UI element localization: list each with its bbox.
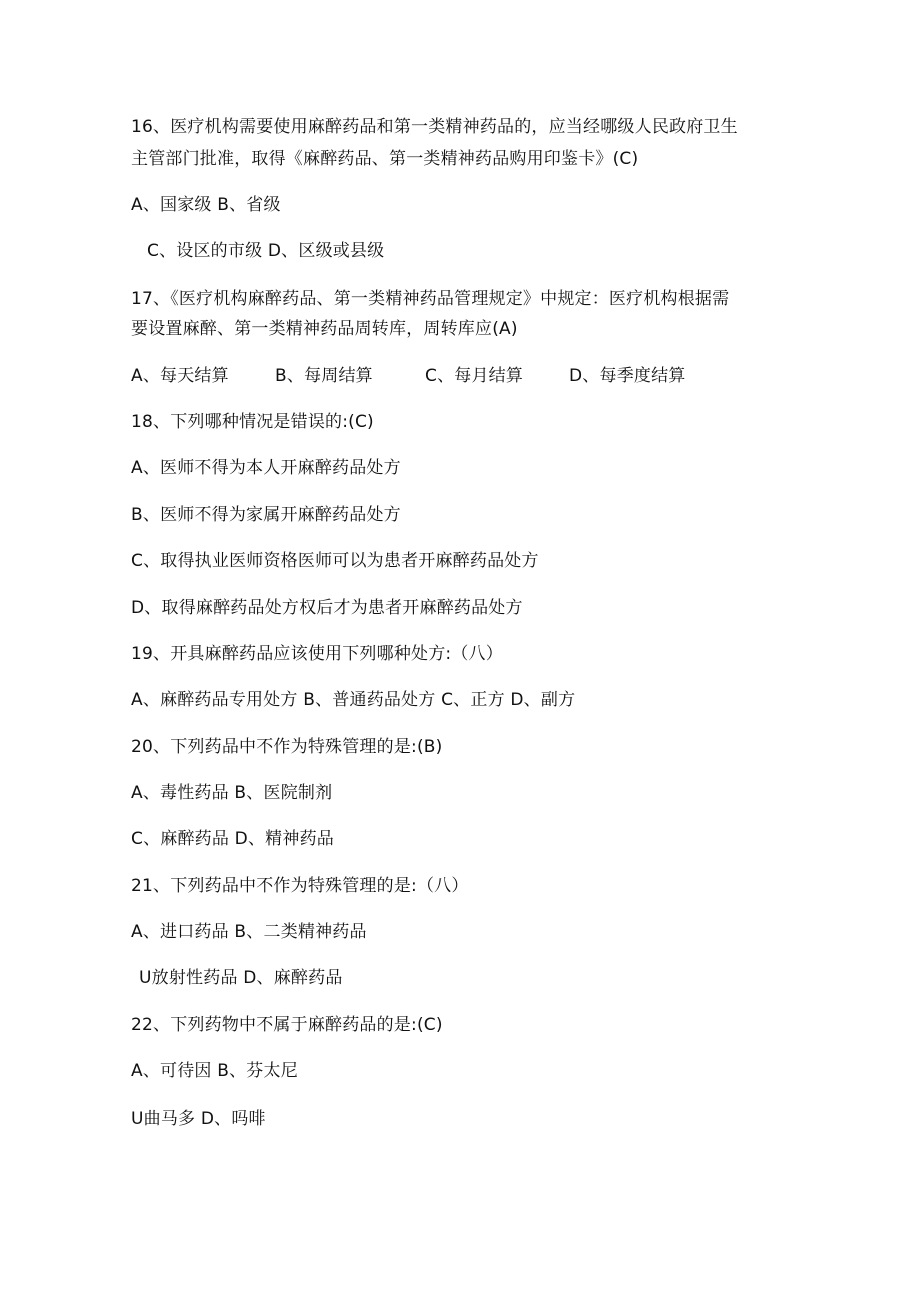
q17-option-b: B、每周结算 xyxy=(275,366,373,386)
q20-options-cd: C、麻醉药品 D、精神药品 xyxy=(131,829,334,849)
q17-option-d: D、每季度结算 xyxy=(569,366,686,386)
q20-stem: 20、下列药品中不作为特殊管理的是:(B) xyxy=(131,737,443,757)
q18-option-b: B、医师不得为家属开麻醉药品处方 xyxy=(131,505,401,525)
q17-stem-line2: 要设置麻醉、第一类精神药品周转库，周转库应(A) xyxy=(131,319,518,339)
q22-options-cd: U曲马多 D、吗啡 xyxy=(131,1109,266,1129)
q18-option-c: C、取得执业医师资格医师可以为患者开麻醉药品处方 xyxy=(131,551,539,571)
q21-options-cd: U放射性药品 D、麻醉药品 xyxy=(139,968,343,988)
q17-option-a: A、每天结算 xyxy=(131,366,229,386)
q22-stem: 22、下列药物中不属于麻醉药品的是:(C) xyxy=(131,1015,443,1035)
q21-options-ab: A、进口药品 B、二类精神药品 xyxy=(131,922,367,942)
q19-options: A、麻醉药品专用处方 B、普通药品处方 C、正方 D、副方 xyxy=(131,690,576,710)
q18-option-d: D、取得麻醉药品处方权后才为患者开麻醉药品处方 xyxy=(131,598,523,618)
q16-options-cd: C、设区的市级 D、区级或县级 xyxy=(147,241,385,261)
q20-options-ab: A、毒性药品 B、医院制剂 xyxy=(131,783,333,803)
q16-stem-line2: 主管部门批准，取得《麻醉药品、第一类精神药品购用印鉴卡》(C) xyxy=(131,149,639,169)
q16-options-ab: A、国家级 B、省级 xyxy=(131,195,281,215)
q16-stem-line1: 16、医疗机构需要使用麻醉药品和第一类精神药品的，应当经哪级人民政府卫生 xyxy=(131,117,738,137)
q17-stem-line1: 17、《医疗机构麻醉药品、第一类精神药品管理规定》中规定：医疗机构根据需 xyxy=(131,289,730,309)
q18-option-a: A、医师不得为本人开麻醉药品处方 xyxy=(131,458,401,478)
q19-stem: 19、开具麻醉药品应该使用下列哪种处方:（八） xyxy=(131,644,503,664)
q18-stem: 18、下列哪种情况是错误的:(C) xyxy=(131,412,374,432)
q22-options-ab: A、可待因 B、芬太尼 xyxy=(131,1061,298,1081)
q21-stem: 21、下列药品中不作为特殊管理的是:（八） xyxy=(131,876,469,896)
q17-option-c: C、每月结算 xyxy=(425,366,524,386)
